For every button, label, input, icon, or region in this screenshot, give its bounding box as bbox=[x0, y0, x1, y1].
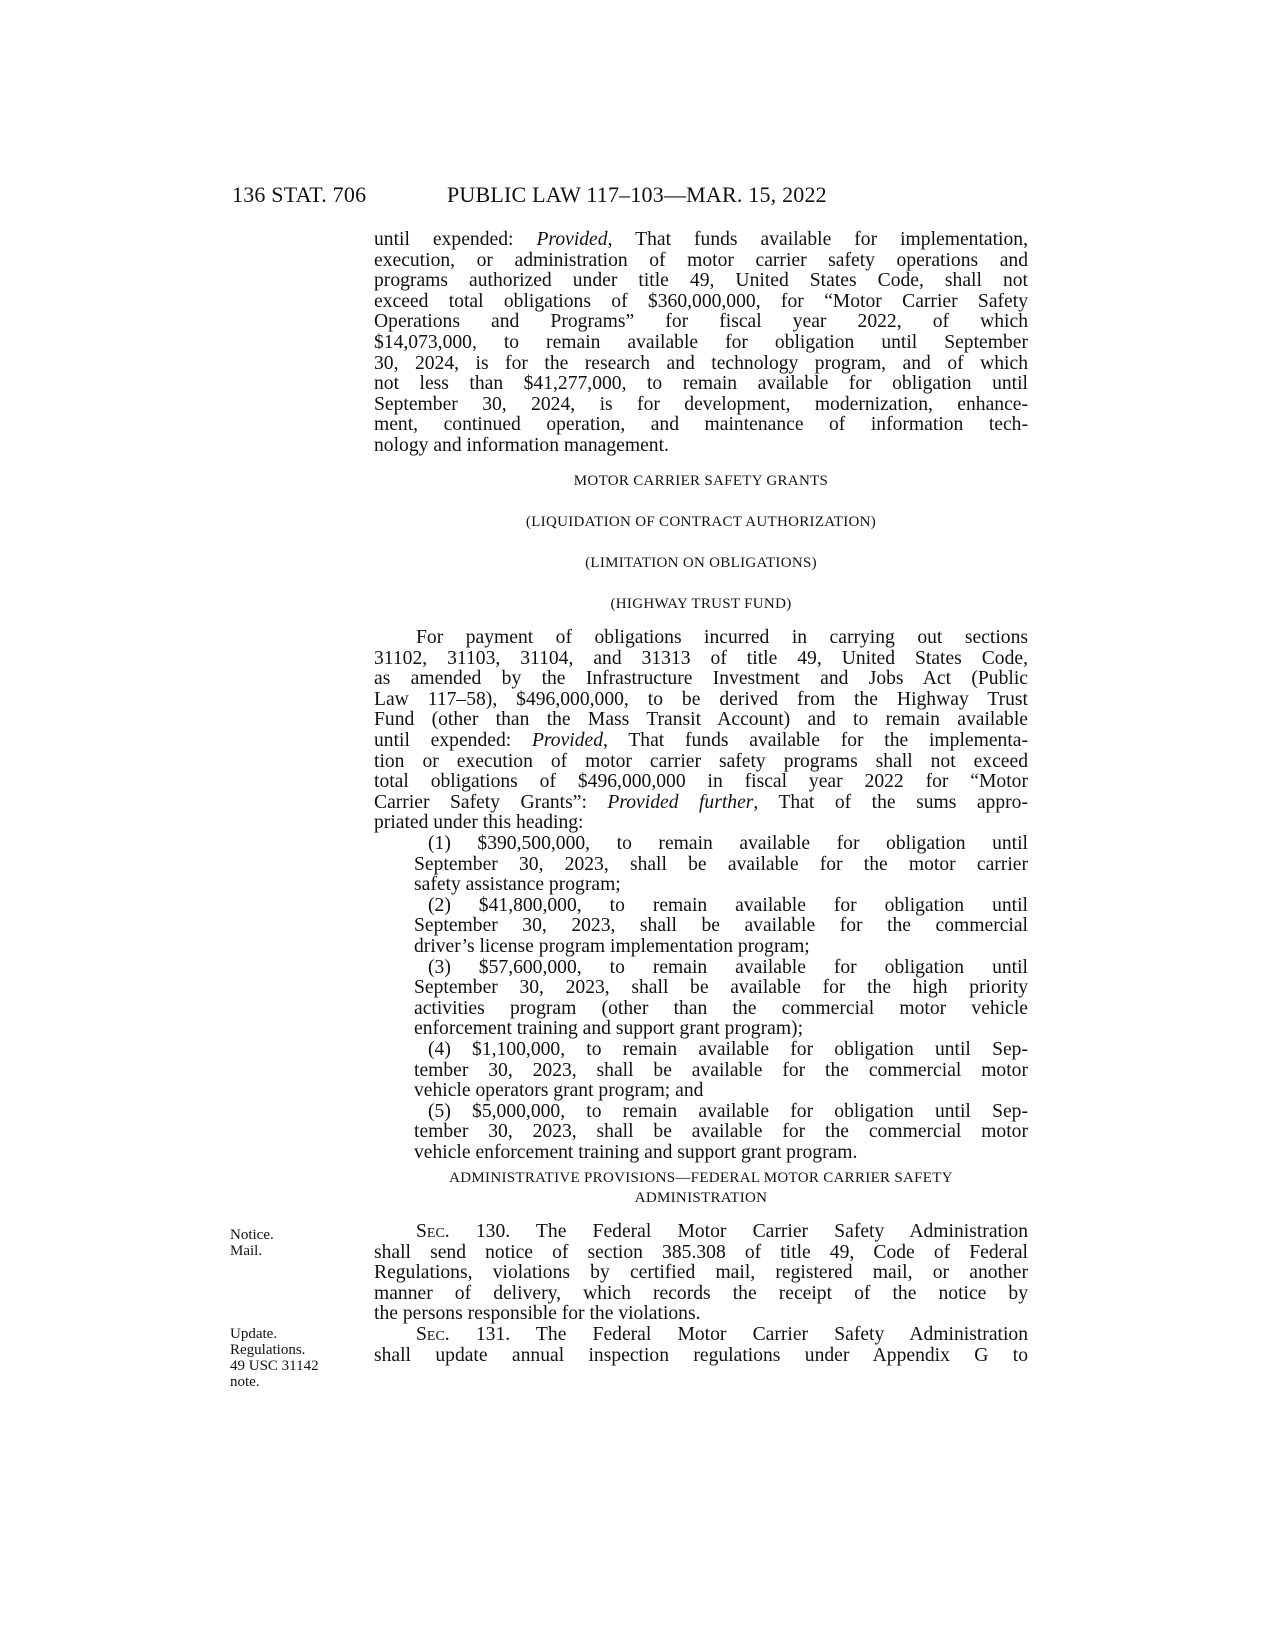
enumerated-list bbox=[414, 834, 1028, 1164]
continuation-paragraph bbox=[374, 230, 1028, 457]
text-line: as amended by the Infrastructure Investment and Jobs Act (Public bbox=[374, 668, 1028, 690]
text-line: Regulations, violations by certified mail, registered mail, or another bbox=[374, 1262, 1028, 1284]
text-line: Carrier Safety Grants”: Provided further, That of the sums appro- bbox=[374, 791, 1028, 813]
text-line: 31102, 31103, 31104, and 31313 of title 49, United States Code, bbox=[374, 647, 1028, 669]
text-line: total obligations of $496,000,000 in fiscal year 2022 for “Motor bbox=[374, 771, 1028, 793]
list-item: (2) $41,800,000, to remain available for obligation until September 30, 2023, shall be available for the commercial driver’s license program implementation program; bbox=[414, 894, 1028, 957]
section-subheading: (LIQUIDATION OF CONTRACT AUTHORIZATION) bbox=[525, 514, 877, 530]
text-line: $14,073,000, to remain available for obligation until September bbox=[374, 331, 1028, 353]
text-line: 30, 2024, is for the research and technology program, and of which bbox=[374, 352, 1028, 374]
page-header bbox=[232, 182, 952, 214]
text-line: Sec. 130. The Federal Motor Carrier Safety Administration bbox=[416, 1221, 1028, 1242]
section-131 bbox=[374, 1325, 1028, 1366]
section-130 bbox=[374, 1222, 1028, 1325]
text-line: execution, or administration of motor carrier safety operations and bbox=[374, 249, 1028, 271]
list-item: (5) $5,000,000, to remain available for obligation until Sep- tember 30, 2023, shall be available for the commercial motor vehicle enforcement training and support grant program. bbox=[414, 1100, 1028, 1163]
text-line: Fund (other than the Mass Transit Account) and to remain available bbox=[374, 709, 1028, 731]
section-heading: ADMINISTRATIVE PROVISIONS—FEDERAL MOTOR CARRIER SAFETY ADMINISTRATION bbox=[449, 1170, 953, 1206]
text-line: the persons responsible for the violations. bbox=[374, 1303, 701, 1325]
running-title: PUBLIC LAW 117–103—MAR. 15, 2022 bbox=[447, 182, 827, 207]
text-line: shall update annual inspection regulations under Appendix G to bbox=[374, 1344, 1028, 1366]
list-item: (4) $1,100,000, to remain available for obligation until Sep- tember 30, 2023, shall be available for the commercial motor vehicle operators grant program; and bbox=[414, 1038, 1028, 1102]
text-line: nology and information management. bbox=[374, 434, 669, 456]
section-subheading: (HIGHWAY TRUST FUND) bbox=[610, 596, 792, 612]
text-line: until expended: Provided, That funds available for the implementa- bbox=[374, 729, 1028, 751]
text-line: exceed total obligations of $360,000,000, for “Motor Carrier Safety bbox=[374, 290, 1028, 312]
appropriation-paragraph bbox=[374, 628, 1028, 834]
list-item: (3) $57,600,000, to remain available for obligation until September 30, 2023, shall be available for the high priority activities program (other than the commercial motor vehicle enforcement training and support grant program); bbox=[414, 956, 1028, 1040]
text-line: September 30, 2024, is for development, modernization, enhance- bbox=[374, 393, 1028, 415]
text-line: For payment of obligations incurred in carrying out sections bbox=[416, 627, 1028, 648]
text-line: priated under this heading: bbox=[374, 812, 584, 834]
text-line: Sec. 131. The Federal Motor Carrier Safety Administration bbox=[416, 1324, 1028, 1345]
text-line: tion or execution of motor carrier safety programs shall not exceed bbox=[374, 750, 1028, 772]
text-line: Law 117–58), $496,000,000, to be derived from the Highway Trust bbox=[374, 688, 1028, 710]
statute-page-reference: 136 STAT. 706 bbox=[232, 182, 367, 207]
section-subheading: (LIMITATION ON OBLIGATIONS) bbox=[585, 555, 817, 571]
text-line: manner of delivery, which records the receipt of the notice by bbox=[374, 1282, 1028, 1304]
list-item: (1) $390,500,000, to remain available for obligation until September 30, 2023, shall be available for the motor carrier safety assistance program; bbox=[414, 833, 1028, 896]
text-line: programs authorized under title 49, United States Code, shall not bbox=[374, 270, 1028, 292]
text-line: not less than $41,277,000, to remain available for obligation until bbox=[374, 373, 1028, 395]
text-line: Operations and Programs” for fiscal year 2022, of which bbox=[374, 311, 1028, 333]
margin-note: Notice. Mail. bbox=[230, 1227, 274, 1259]
section-heading: MOTOR CARRIER SAFETY GRANTS bbox=[573, 473, 829, 489]
text-line: ment, continued operation, and maintenance of information tech- bbox=[374, 414, 1028, 436]
margin-note: Update. Regulations. 49 USC 31142 note. bbox=[230, 1326, 319, 1390]
text-line: until expended: Provided, That funds available for implementation, bbox=[374, 229, 1028, 250]
text-line: shall send notice of section 385.308 of title 49, Code of Federal bbox=[374, 1241, 1028, 1263]
